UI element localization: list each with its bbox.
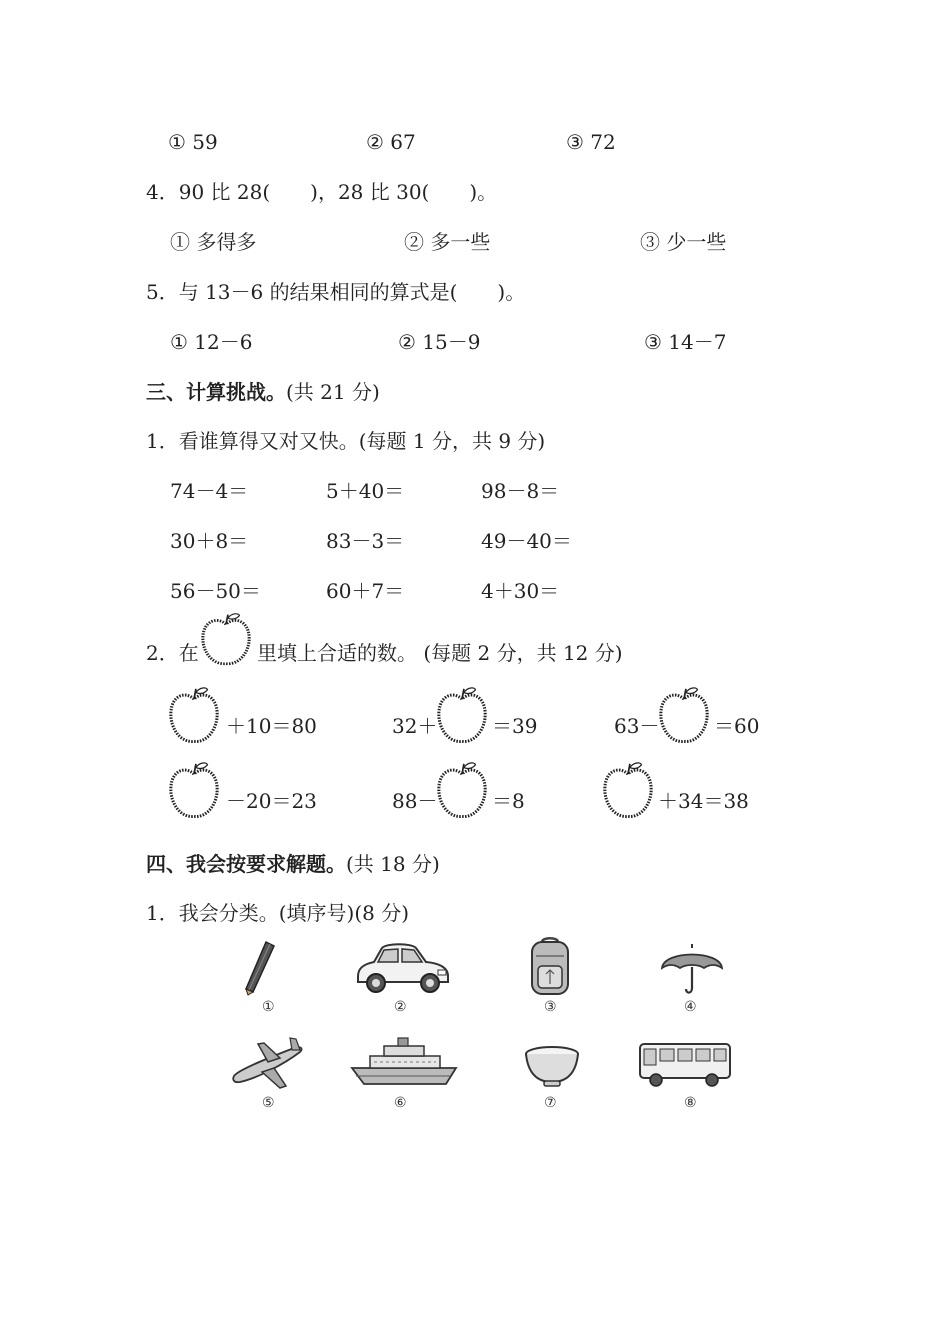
q5-option-1: ① 12－6 bbox=[170, 330, 253, 354]
q4-option-1: ① 多得多 bbox=[170, 230, 257, 254]
apple-icon bbox=[200, 612, 252, 668]
calc-item: 4＋30＝ bbox=[481, 579, 560, 603]
calc-item: 5＋40＝ bbox=[326, 479, 405, 503]
apple-eq-pre: 88－ bbox=[392, 789, 438, 813]
section3-score: (共 21 分) bbox=[286, 380, 380, 404]
calc-item: 74－4＝ bbox=[170, 479, 249, 503]
section4-score: (共 18 分) bbox=[346, 852, 440, 876]
s3-p2-stem-after: 里填上合适的数。 (每题 2 分，共 12 分) bbox=[257, 641, 623, 665]
apple-blank[interactable] bbox=[168, 761, 220, 821]
apple-eq-post: ＝8 bbox=[492, 789, 525, 813]
apple-eq-pre: 63－ bbox=[614, 714, 660, 738]
apple-eq-post: ＋10＝80 bbox=[226, 714, 317, 738]
apple-blank[interactable] bbox=[658, 686, 710, 746]
q5-option-2: ② 15－9 bbox=[398, 330, 481, 354]
apple-eq-post: －20＝23 bbox=[226, 789, 317, 813]
item-label: ⑦ bbox=[544, 1095, 557, 1111]
apple-eq-pre: 32＋ bbox=[392, 714, 438, 738]
q5-stem: 5．与 13－6 的结果相同的算式是( )。 bbox=[146, 280, 526, 304]
q4-stem: 4．90 比 28( )，28 比 30( )。 bbox=[146, 180, 498, 204]
bowl-icon bbox=[524, 1044, 580, 1090]
calc-item: 49－40＝ bbox=[481, 529, 572, 553]
apple-eq-post: ＝60 bbox=[714, 714, 760, 738]
airplane-icon bbox=[228, 1036, 308, 1094]
s3-p1-stem: 1．看谁算得又对又快。(每题 1 分，共 9 分) bbox=[146, 429, 546, 453]
ship-icon bbox=[350, 1036, 458, 1090]
item-label: ⑥ bbox=[394, 1095, 407, 1111]
apple-blank[interactable] bbox=[602, 761, 654, 821]
pencil-icon bbox=[236, 940, 286, 996]
q4-option-2: ② 多一些 bbox=[404, 230, 491, 254]
section3-title: 三、计算挑战。 bbox=[146, 380, 286, 404]
apple-blank[interactable] bbox=[436, 686, 488, 746]
item-label: ② bbox=[394, 999, 407, 1015]
calc-item: 30＋8＝ bbox=[170, 529, 249, 553]
calc-item: 56－50＝ bbox=[170, 579, 261, 603]
car-icon bbox=[352, 938, 452, 996]
section3-heading bbox=[146, 380, 380, 404]
apple-eq-post: ＋34＝38 bbox=[658, 789, 749, 813]
item-label: ⑧ bbox=[684, 1095, 697, 1111]
s3-p2-stem-before: 2．在 bbox=[146, 641, 199, 665]
item-label: ⑤ bbox=[262, 1095, 275, 1111]
item-label: ③ bbox=[544, 999, 557, 1015]
q5-option-3: ③ 14－7 bbox=[644, 330, 727, 354]
section4-title: 四、我会按要求解题。 bbox=[146, 852, 346, 876]
q3-option-3: ③ 72 bbox=[566, 130, 616, 154]
s4-p1-stem: 1．我会分类。(填序号)(8 分) bbox=[146, 901, 410, 925]
q4-option-3: ③ 少一些 bbox=[640, 230, 727, 254]
item-label: ④ bbox=[684, 999, 697, 1015]
backpack-icon bbox=[524, 936, 576, 998]
bus-icon bbox=[638, 1040, 732, 1088]
apple-blank[interactable] bbox=[168, 686, 220, 746]
umbrella-icon bbox=[658, 940, 726, 996]
q3-option-1: ① 59 bbox=[168, 130, 218, 154]
apple-eq-post: ＝39 bbox=[492, 714, 538, 738]
calc-item: 83－3＝ bbox=[326, 529, 405, 553]
item-label: ① bbox=[262, 999, 275, 1015]
q3-option-2: ② 67 bbox=[366, 130, 416, 154]
calc-item: 98－8＝ bbox=[481, 479, 560, 503]
apple-blank[interactable] bbox=[436, 761, 488, 821]
calc-item: 60＋7＝ bbox=[326, 579, 405, 603]
section4-heading bbox=[146, 852, 440, 876]
